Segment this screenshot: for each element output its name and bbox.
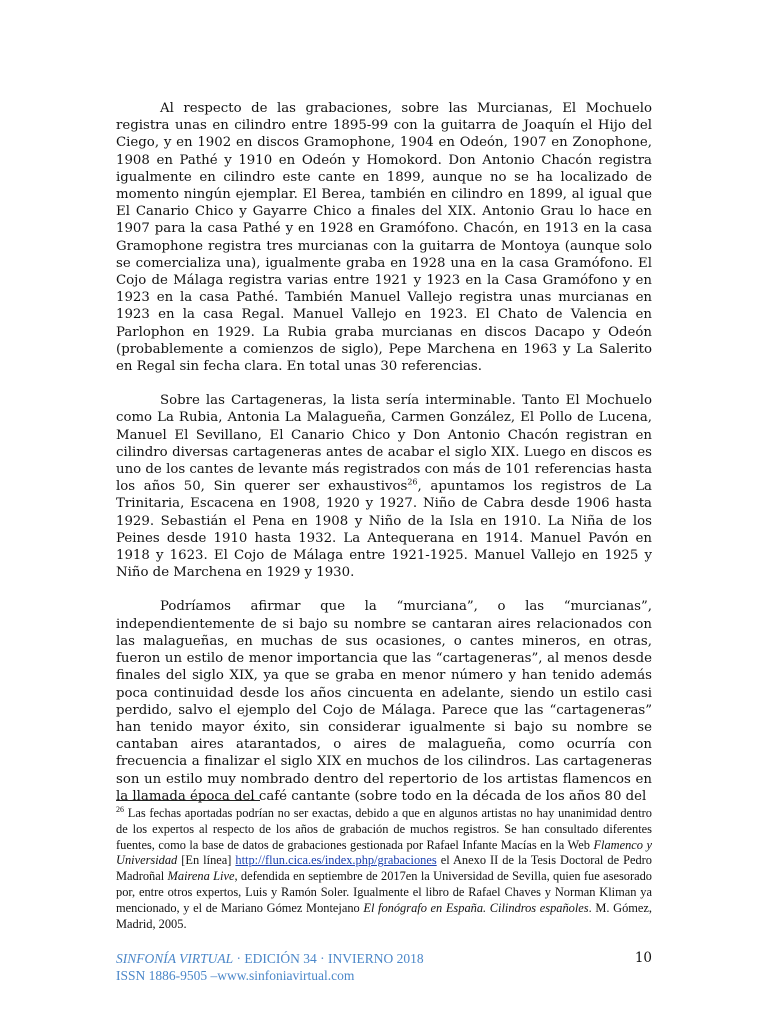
footer-magazine-name: SINFONÍA VIRTUAL (116, 951, 234, 966)
paragraph-text: Sobre las Cartageneras, la lista sería interminable. Tanto El Mochuelo como La Rubia, Antonia La Malagueña, Carmen González, El Pollo de Lucena, Manuel El Sevillano, El Canario Chico y Don Antonio Chacón registran en cilindro diversas cartageneras antes de acabar el siglo XIX. Luego en discos es uno de los cantes de levante más registrados con más de 101 referencias hasta los años 50, Sin querer ser exhaustivos (116, 393, 652, 495)
footnote-web-title: Flamenco y Universidad (116, 837, 652, 868)
page-number: 10 (634, 950, 652, 966)
page-footer (116, 950, 424, 984)
footnote-text: Las fechas aportadas podrían no ser exactas, debido a que en algunos artistas no hay unanimidad dentro de los expertos al respecto de los años de grabación de muchos registros. Se han consultado diferentes fuentes, como la base de datos de grabaciones gestionada por Rafael Infante Macías en la Web (116, 806, 652, 852)
paragraph-cartageneras (116, 392, 652, 581)
footnote-link[interactable]: http://flun.cica.es/index.php/grabaciones (235, 853, 437, 868)
footnote-reference[interactable]: 26 (407, 477, 418, 487)
paragraph-conclusion: Podríamos afirmar que la “murciana”, o las “murcianas”, independientemente de si bajo su nombre se cantaran aires relacionados con las malagueñas, en muchas de sus ocasiones, o cantes mineros, en otras, fueron un estilo de menor importancia que las “cartageneras”, al menos desde finales del siglo XIX, ya que se graba en menor número y han tenido además poca continuidad desde los años cincuenta en adelante, siendo un estilo casi perdido, salvo el ejemplo del Cojo de Málaga. Parece que las “cartageneras” han tenido mayor éxito, sin considerar igualmente si bajo su nombre se cantaban aires atarantados, o aires de malagueña, como ocurría con frecuencia a finalizar el siglo XIX en muchos de los cilindros. Las cartageneras son un estilo muy nombrado dentro del repertorio de los artistas flamencos en la llamada época del café cantante (sobre todo en la década de los años 80 del (116, 599, 652, 804)
footer-edition-line (116, 950, 424, 967)
footer-issn: ISSN 1886-9505 –www.sinfoniavirtual.com (116, 968, 355, 983)
body-text (116, 100, 652, 805)
footnote-book-title: El fonógrafo en España. Cilindros españoles (363, 900, 589, 915)
footer-edition: · EDICIÓN 34 · INVIERNO 2018 (233, 951, 424, 966)
paragraph-murcianas: Al respecto de las grabaciones, sobre las Murcianas, El Mochuelo registra unas en cilindro entre 1895-99 con la guitarra de Joaquín el Hijo del Ciego, y en 1902 en discos Gramophone, 1904 en Odeón, 1907 en Zonophone, 1908 en Pathé y 1910 en Odeón y Homokord. Don Antonio Chacón registra igualmente en cilindro este cante en 1899, aunque no se ha localizado de momento ningún ejemplar. El Berea, también en cilindro en 1899, al igual que El Canario Chico y Gayarre Chico a finales del XIX. Antonio Grau lo hace en 1907 para la casa Pathé y en 1928 en Gramófono. Chacón, en 1913 en la casa Gramophone registra tres murcianas con la guitarra de Montoya (aunque solo se comercializa una), igualmente graba en 1928 una en la casa Gramófono. El Cojo de Málaga registra varias entre 1921 y 1923 en la Casa Gramófono y en 1923 en la casa Pathé. También Manuel Vallejo registra unas murcianas en 1923 en la casa Regal. Manuel Vallejo en 1923. El Chato de Valencia en Parlophon en 1929. La Rubia graba murcianas en discos Dacapo y Odeón (probablemente a comienzos de siglo), Pepe Marchena en 1963 y La Salerito en Regal sin fecha clara. En total unas 30 referencias. (116, 101, 652, 375)
footnote-text: [En línea] (177, 853, 236, 868)
footnote-text: . M. Gómez, Madrid, 2005. (116, 900, 653, 931)
footnote (116, 806, 652, 932)
footnote-text: , defendida en septiembre de 2017en la Universidad de Sevilla, quien fue asesorado por, entre otros expertos, Luis y Ramón Soler. Igualmente el libro de Rafael Chaves y Norman Kliman ya mencionado, y el de Mariano Gómez Montejano (116, 869, 652, 915)
footnote-number: 26 (116, 804, 124, 814)
footnote-divider (116, 800, 260, 801)
footnote-thesis-title: Mairena Live (167, 869, 235, 884)
paragraph-text: , apuntamos los registros de La Trinitaria, Escacena en 1908, 1920 y 1927. Niño de Cabra desde 1906 hasta 1929. Sebastián el Pena en 1908 y Niño de la Isla en 1910. La Niña de los Peines desde 1910 hasta 1932. La Antequerana en 1914. Manuel Pavón en 1918 y 1623. El Cojo de Málaga entre 1921-1925. Manuel Vallejo en 1925 y Niño de Marchena en 1929 y 1930. (116, 479, 652, 581)
footnote-text: el Anexo II de la Tesis Doctoral de Pedro Madroñal (116, 853, 653, 884)
